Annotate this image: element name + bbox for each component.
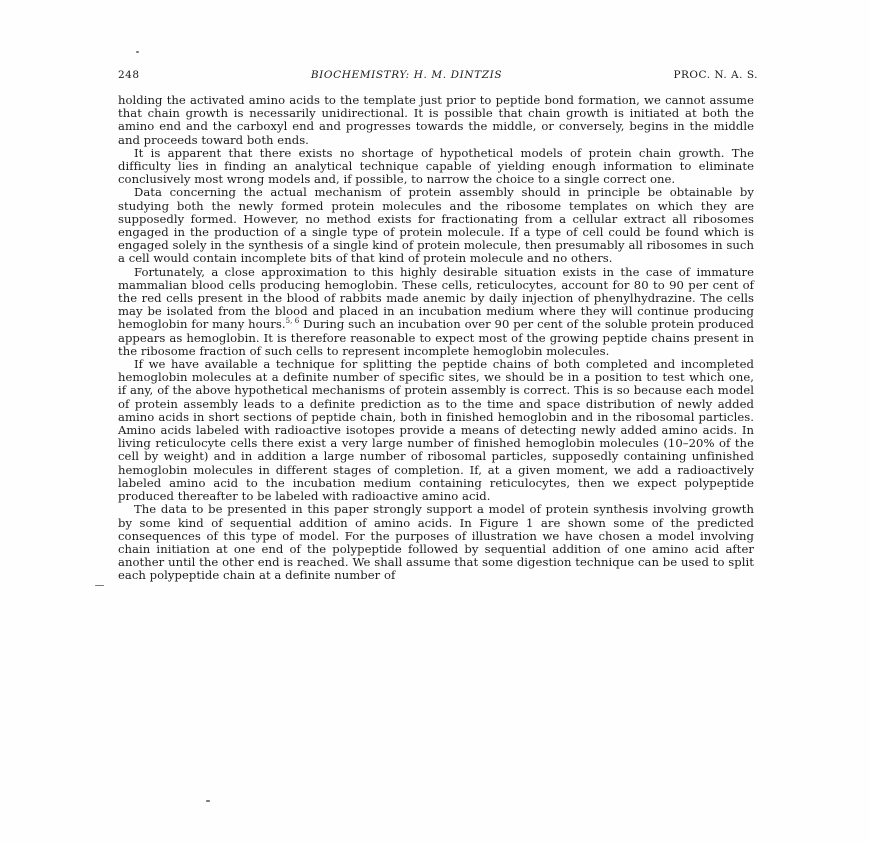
paragraph-text: Fortunately, a close approximation to this highly desirable situation exists in the case of immature mammalian blood cells producing hemoglobin. These cells, reticulocytes, account for 80 to 90 per cent of the red cells present in the blood of rabbits made anemic by daily injection of phenylhydrazine. The cells may be isolated from the blood and placed in an incubation medium where they will continue producing hemoglobin for many hours. [118, 264, 754, 332]
scan-speck [95, 585, 104, 586]
paragraph [118, 266, 754, 358]
scan-speck [206, 800, 210, 802]
paragraph: Data concerning the actual mechanism of protein assembly should in principle be obtainable by studying both the newly formed protein molecules and the ribosome templates on which they are supposedly formed. However, no method exists for fractionating from a cellular extract all ribosomes engaged in the production of a single type of protein molecule. If a type of cell could be found which is engaged solely in the synthesis of a single kind of protein molecule, then presumably all ribosomes in such a cell would contain incomplete bits of that kind of protein molecule and no others. [118, 185, 754, 266]
paragraph: If we have available a technique for splitting the peptide chains of both completed and incompleted hemoglobin molecules at a definite number of specific sites, we should be in a position to test which one, if any, of the above hypothetical mechanisms of protein assembly is correct. This is so because each model of protein assembly leads to a definite prediction as to the time and space distribution of newly added amino acids in short sections of peptide chain, both in finished hemoglobin and in the ribosomal particles. Amino acids labeled with radioactive isotopes provide a means of detecting newly added amino acids. In living reticulocyte cells there exist a very large number of finished hemoglobin molecules (10–20% of the cell by weight) and in addition a large number of ribosomal particles, supposedly containing unfinished hemoglobin molecules in different stages of completion. If, at a given moment, we add a radioactively labeled amino acid to the incubation medium containing reticulocytes, then we expect polypeptide produced thereafter to be labeled with radioactive amino acid. [118, 357, 754, 504]
page-number: 248 [118, 69, 140, 81]
journal-abbrev: PROC. N. A. S. [673, 69, 758, 81]
paragraph: It is apparent that there exists no shortage of hypothetical models of protein chain growth. The difficulty lies in finding an analytical technique capable of yielding enough information to eliminate conclusively most wrong models and, if possible, to narrow the choice to a single correct one. [118, 145, 754, 187]
reference-superscript: 5, 6 [285, 317, 300, 326]
running-header [118, 69, 758, 81]
paragraph-text: During such an incubation over 90 per cent of the soluble protein produced appears as hemoglobin. It is therefore reasonable to expect most of the growing peptide chains present in the ribosome fraction of such cells to represent incomplete hemoglobin molecules. [118, 317, 754, 358]
paragraph: The data to be presented in this paper strongly support a model of protein synthesis involving growth by some kind of sequential addition of amino acids. In Figure 1 are shown some of the predicted consequences of this type of model. For the purposes of illustration we have chosen a model involving chain initiation at one end of the polypeptide followed by sequential addition of one amino acid after another until the other end is reached. We shall assume that some digestion technique can be used to split each polypeptide chain at a definite number of [118, 502, 754, 583]
article-body [118, 94, 754, 583]
paragraph: holding the activated amino acids to the template just prior to peptide bond formation, we cannot assume that chain growth is necessarily unidirectional. It is possible that chain growth is initiated at both the amino end and the carboxyl end and progresses towards the middle, or conversely, begins in the middle and proceeds toward both ends. [118, 93, 754, 147]
running-title: BIOCHEMISTRY: H. M. DINTZIS [310, 69, 503, 81]
scan-speck [136, 51, 139, 53]
